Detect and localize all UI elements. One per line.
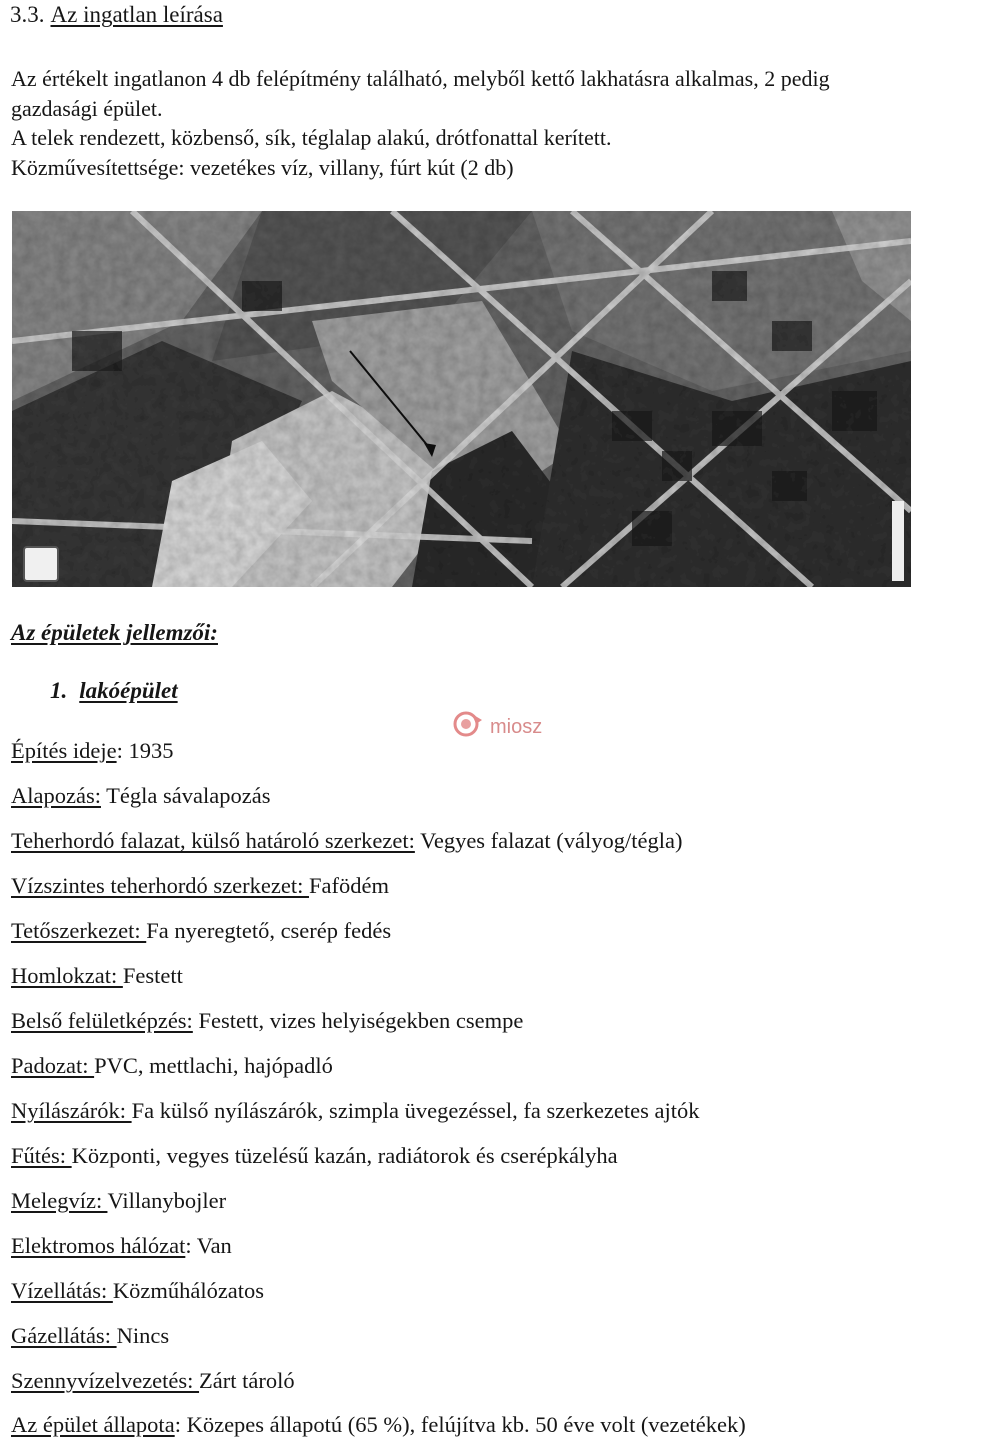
property-value: Fa nyeregtető, cserép fedés (146, 918, 392, 943)
property-key: Teherhordó falazat, külső határoló szerkezet: (11, 828, 415, 853)
property-row (11, 1323, 169, 1349)
property-key: Belső felületképzés: (11, 1008, 193, 1033)
property-key: Tetőszerkezet: (11, 918, 147, 943)
section-number: 3.3. (10, 2, 45, 27)
property-value: Tégla sávalapozás (100, 783, 271, 808)
property-row (11, 738, 173, 764)
intro-line-4: Közművesítettsége: vezetékes víz, villany, fúrt kút (2 db) (11, 155, 514, 180)
property-key: Alapozás: (11, 783, 101, 808)
property-key: Gázellátás: (11, 1323, 117, 1348)
property-row (11, 1233, 232, 1259)
property-sep: : (174, 1412, 181, 1437)
building-1-label: lakóépület (79, 678, 178, 703)
property-key: Vízellátás: (11, 1278, 113, 1303)
property-key: Az épület állapota (11, 1412, 175, 1437)
property-key: Nyílászárók: (11, 1098, 132, 1123)
buildings-heading: Az épületek jellemzői: (11, 620, 218, 645)
aerial-map-icon (12, 211, 911, 587)
property-value: Közepes állapotú (65 %), felújítva kb. 50 éve volt (vezetékek) (180, 1412, 746, 1437)
property-sep: : (185, 1233, 192, 1258)
property-key: Elektromos hálózat (11, 1233, 186, 1258)
section-title (10, 2, 223, 28)
property-key: Fűtés: (11, 1143, 72, 1168)
property-row (11, 963, 183, 989)
intro-line-2: gazdasági épület. (11, 96, 163, 121)
aerial-photo (12, 211, 911, 587)
property-value: Fa külső nyílászárók, szimpla üvegezéssel, fa szerkezetes ajtók (131, 1098, 700, 1123)
property-value: PVC, mettlachi, hajópadló (94, 1053, 333, 1078)
building-1-heading (50, 678, 178, 704)
property-value: 1935 (122, 738, 174, 763)
property-key: Padozat: (11, 1053, 95, 1078)
property-key: Homlokzat: (11, 963, 123, 988)
miosz-logo-icon (452, 710, 486, 744)
section-title-text: Az ingatlan leírása (50, 2, 223, 27)
property-key: Építés ideje (11, 738, 117, 763)
property-row (11, 1278, 264, 1304)
property-row (11, 1188, 226, 1214)
property-sep: : (116, 738, 123, 763)
watermark (452, 710, 542, 744)
property-row (11, 918, 391, 944)
property-key: Vízszintes teherhordó szerkezet: (11, 873, 309, 898)
property-value: Festett (122, 963, 183, 988)
property-row (11, 1053, 333, 1079)
property-key: Melegvíz: (11, 1188, 108, 1213)
property-row (11, 1098, 700, 1124)
property-value: Festett, vizes helyiségekben csempe (192, 1008, 524, 1033)
property-row (11, 1008, 523, 1034)
property-value: Közműhálózatos (112, 1278, 265, 1303)
property-row (11, 873, 389, 899)
property-row (11, 783, 270, 809)
property-value: Fafödém (309, 873, 389, 898)
property-value: Vegyes falazat (vályog/tégla) (414, 828, 683, 853)
property-key: Szennyvízelvezetés: (11, 1368, 200, 1393)
property-row (11, 1368, 295, 1394)
property-value: Van (191, 1233, 232, 1258)
property-row (11, 828, 682, 854)
property-value: Zárt tároló (199, 1368, 295, 1393)
watermark-text: miosz (490, 715, 543, 738)
building-1-number: 1. (50, 678, 68, 703)
property-value: Központi, vegyes tüzelésű kazán, radiátorok és cserépkályha (71, 1143, 618, 1168)
property-row (11, 1412, 746, 1438)
intro-line-1: Az értékelt ingatlanon 4 db felépítmény található, melyből kettő lakhatásra alkalmas, 2 pedig (11, 66, 830, 91)
property-row (11, 1143, 618, 1169)
intro-line-3: A telek rendezett, közbenső, sík, téglalap alakú, drótfonattal kerített. (11, 125, 612, 150)
property-value: Villanybojler (107, 1188, 227, 1213)
property-value: Nincs (116, 1323, 170, 1348)
